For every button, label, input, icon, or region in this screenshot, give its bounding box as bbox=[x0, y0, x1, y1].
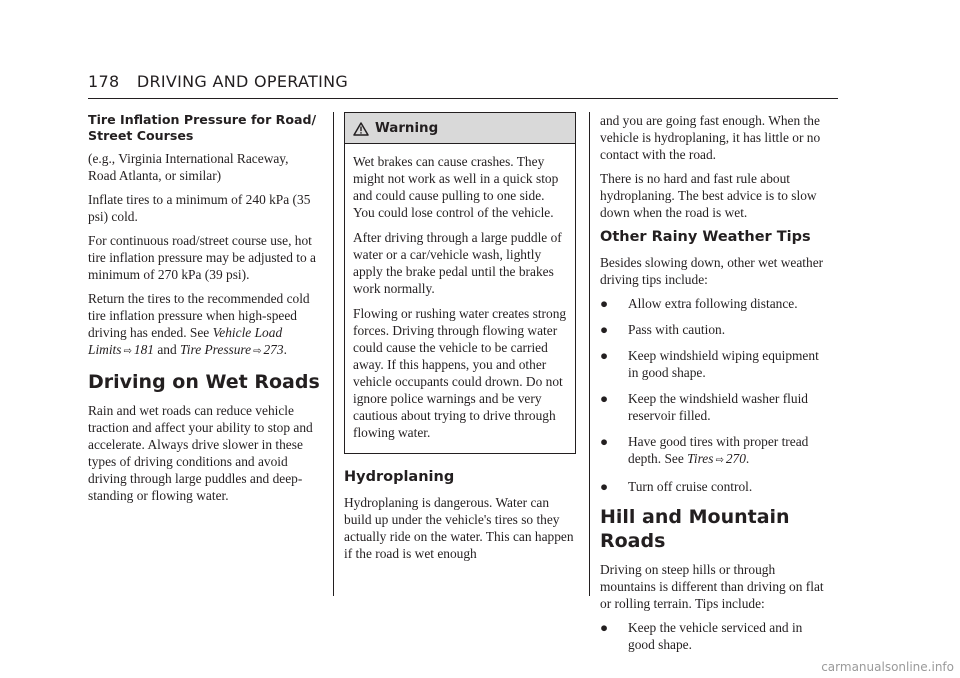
link-vehicle-load-limits[interactable]: Vehicle Load Limits bbox=[88, 325, 283, 357]
list-item-text: Keep the windshield washer fluid reservoir filled. bbox=[628, 391, 808, 423]
section-title: DRIVING AND OPERATING bbox=[136, 72, 349, 91]
column-divider-2 bbox=[589, 112, 590, 596]
list-item: ● Have good tires with proper tread depth. See Tires ⇨ 270. bbox=[600, 434, 809, 466]
list-item-text: Turn off cruise control. bbox=[628, 479, 753, 494]
column-divider-1 bbox=[333, 112, 334, 596]
bullet-icon: ● bbox=[600, 620, 609, 635]
list-item bbox=[600, 347, 832, 381]
paragraph: Besides slowing down, other wet weather driving tips include: bbox=[600, 255, 824, 287]
list-item bbox=[600, 295, 832, 312]
warning-body bbox=[345, 144, 575, 453]
page-number: 178 bbox=[88, 72, 120, 91]
paragraph: There is no hard and fast rule about hydroplaning. The best advice is to slow down when the road is wet. bbox=[600, 171, 817, 220]
rainy-tips-list bbox=[600, 295, 832, 495]
watermark: carmanualsonline.info bbox=[821, 660, 954, 674]
page-ref-arrow-icon: ⇨ bbox=[715, 455, 724, 466]
column-1 bbox=[88, 112, 320, 511]
heading-tire-inflation: Tire Inflation Pressure for Road/ Street Courses bbox=[88, 112, 317, 143]
heading-hydroplaning: Hydroplaning bbox=[344, 469, 455, 485]
paragraph: Rain and wet roads can reduce vehicle traction and affect your ability to stop and accelerate. Always drive slower in these types of driving conditions and avoid driving through large puddles and deep-standing or flowing water. bbox=[88, 403, 313, 503]
hill-tips-list bbox=[600, 619, 832, 653]
list-item-text: Keep windshield wiping equipment in good shape. bbox=[628, 348, 819, 380]
column-3 bbox=[600, 112, 832, 662]
list-item-text: Keep the vehicle serviced and in good shape. bbox=[628, 620, 803, 652]
warning-box bbox=[344, 112, 576, 454]
link-tires[interactable]: Tires bbox=[687, 451, 714, 466]
bullet-icon: ● bbox=[600, 322, 609, 337]
paragraph: Driving on steep hills or through mountains is different than driving on flat or rolling terrain. Tips include: bbox=[600, 562, 824, 611]
paragraph: For continuous road/street course use, hot tire inflation pressure may be adjusted to a minimum of 270 kPa (39 psi). bbox=[88, 233, 316, 282]
paragraph-with-references: Return the tires to the recommended cold tire inflation pressure when high-speed driving has ended. See Vehicle Load Limits ⇨ 181 and Tire Pressure ⇨ 273. bbox=[88, 291, 310, 357]
page-ref-arrow-icon: ⇨ bbox=[123, 346, 132, 357]
list-item bbox=[600, 619, 832, 653]
heading-rainy-weather-tips: Other Rainy Weather Tips bbox=[600, 229, 811, 245]
bullet-icon: ● bbox=[600, 348, 609, 363]
bullet-icon: ● bbox=[600, 479, 609, 494]
list-item-text: Pass with caution. bbox=[628, 322, 726, 337]
page-ref-arrow-icon: ⇨ bbox=[253, 346, 262, 357]
paragraph: and you are going fast enough. When the vehicle is hydroplaning, it has little or no contact with the road. bbox=[600, 113, 821, 162]
list-item bbox=[600, 478, 832, 495]
heading-hill-mountain-roads: Hill and Mountain Roads bbox=[600, 506, 790, 552]
page-header bbox=[88, 72, 838, 91]
warning-paragraph: Wet brakes can cause crashes. They might not work as well in a quick stop and could cause pulling to one side. You could lose control of the vehicle. bbox=[353, 154, 559, 220]
column-2 bbox=[344, 112, 576, 569]
bullet-icon: ● bbox=[600, 434, 609, 449]
warning-paragraph: Flowing or rushing water creates strong forces. Driving through flowing water could cause the vehicle to be carried away. If this happens, you and other vehicle occupants could drown. Do not ignore police warnings and be very cautious about trying to drive through flowing water. bbox=[353, 306, 567, 440]
page-ref-270[interactable]: 270 bbox=[725, 451, 746, 466]
warning-title: Warning bbox=[375, 121, 439, 136]
list-item bbox=[600, 321, 832, 338]
paragraph: Hydroplaning is dangerous. Water can build up under the vehicle's tires so they actually ride on the water. This can happen if the road is wet enough bbox=[344, 495, 574, 561]
paragraph-text: Return the tires to the recommended cold tire inflation pressure when high-speed driving has ended. See bbox=[88, 291, 310, 340]
warning-paragraph: After driving through a large puddle of water or a car/vehicle wash, lightly apply the brake pedal until the brakes work normally. bbox=[353, 230, 562, 296]
warning-header bbox=[345, 113, 575, 144]
page-ref-273[interactable]: 273 bbox=[263, 342, 284, 357]
list-item bbox=[600, 390, 832, 424]
heading-driving-wet-roads: Driving on Wet Roads bbox=[88, 371, 320, 393]
warning-triangle-icon bbox=[353, 122, 369, 136]
bullet-icon: ● bbox=[600, 296, 609, 311]
list-item-text: Have good tires with proper tread depth. See bbox=[628, 434, 809, 466]
list-item-text: Allow extra following distance. bbox=[628, 296, 798, 311]
page-ref-181[interactable]: 181 bbox=[133, 342, 154, 357]
paragraph: (e.g., Virginia International Raceway, Road Atlanta, or similar) bbox=[88, 151, 289, 183]
bullet-icon: ● bbox=[600, 391, 609, 406]
header-rule bbox=[88, 98, 838, 99]
link-tire-pressure[interactable]: Tire Pressure bbox=[180, 342, 252, 357]
paragraph: Inflate tires to a minimum of 240 kPa (35 psi) cold. bbox=[88, 192, 311, 224]
conjunction: and bbox=[157, 342, 177, 357]
